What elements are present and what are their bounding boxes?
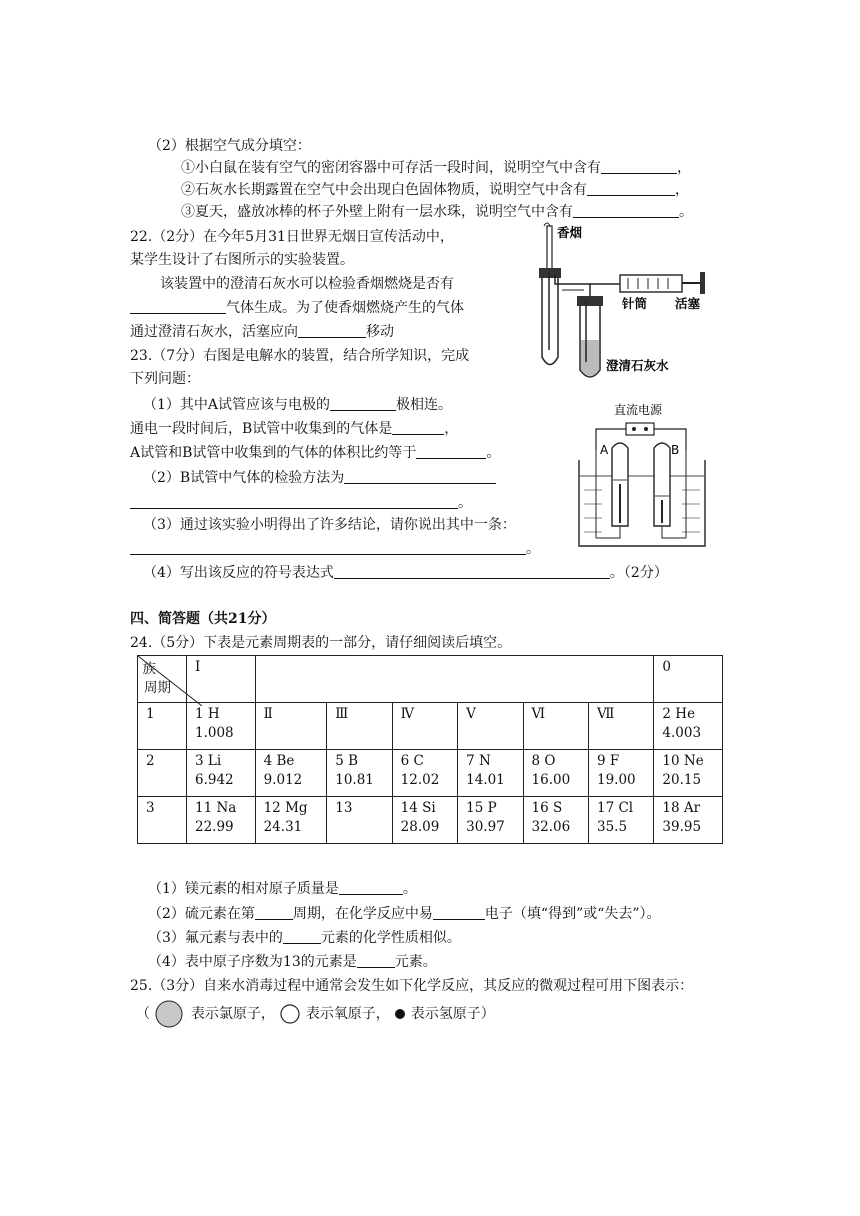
legend-oxygen-text: 表示氧原子，: [305, 1006, 390, 1022]
q21-item-c: [181, 203, 693, 221]
q21-part2-title: （2）根据空气成分填空：: [148, 138, 311, 154]
answer-blank[interactable]: [255, 905, 293, 920]
element-cell: 17 Cl 35.5: [588, 797, 653, 844]
q24-part1: （1）镁元素的相对原子质量是 。: [148, 881, 417, 897]
answer-blank[interactable]: [573, 203, 679, 218]
answer-blank[interactable]: [330, 396, 396, 411]
q23-line4-end: ，: [444, 421, 459, 437]
power-supply: [626, 423, 654, 435]
q23-line3: [143, 396, 452, 414]
syringe: [620, 275, 682, 292]
label-power-supply: 直流电源: [614, 403, 663, 417]
q23-line4-text: 通电一段时间后，B试管中收集到的气体是: [130, 421, 393, 437]
periodic-table: [137, 655, 723, 844]
q21-item-c-end: 。: [679, 204, 693, 220]
q24-part2: （2）硫元素在第 周期，在化学反应中易 电子（填“得到”或“失去”）。: [148, 906, 661, 922]
q23-line3-text: （1）其中A试管应该与电极的: [143, 397, 331, 413]
hydrogen-atom-icon: [394, 1008, 406, 1020]
answer-blank[interactable]: [339, 880, 403, 895]
q24-part4: （4）表中原子序数为13的元素是 元素。: [148, 954, 437, 970]
q23-line6: [143, 469, 496, 487]
answer-blank[interactable]: [344, 469, 496, 484]
element-cell: 8 O 16.00: [523, 750, 588, 797]
table-corner-cell: [138, 656, 187, 703]
electrolysis-figure: [574, 398, 710, 550]
label-limewater: 澄清石灰水: [606, 358, 669, 373]
element-cell: 3 Li 6.942: [187, 750, 256, 797]
answer-blank[interactable]: [283, 929, 321, 944]
group-header: Ⅵ: [523, 703, 588, 750]
element-cell: 4 Be 9.012: [255, 750, 327, 797]
q21-item-b-end: ，: [675, 182, 689, 198]
period-1: 1: [138, 703, 187, 750]
q24-part3: （3）氟元素与表中的 元素的化学性质相似。: [148, 930, 461, 946]
q23-line7: [130, 494, 472, 512]
answer-blank[interactable]: [601, 159, 677, 174]
limewater-liquid: [581, 340, 599, 376]
q22-line5-text: 通过澄清石灰水，活塞应向: [130, 324, 298, 340]
legend-hydrogen-text: 表示氢原子）: [410, 1006, 495, 1022]
q23-line10-end: 。（2分）: [609, 565, 668, 581]
element-cell: 11 Na 22.99: [187, 797, 256, 844]
chlorine-atom-icon: [154, 1000, 186, 1028]
answer-blank[interactable]: [433, 905, 485, 920]
group-header: Ⅱ: [255, 703, 327, 750]
element-cell: 1 H 1.008: [187, 703, 256, 750]
q21-item-c-text: ③夏天，盛放冰棒的杯子外壁上附有一层水珠，说明空气中含有: [181, 204, 573, 220]
header-empty: [255, 656, 654, 703]
q22-line4: [130, 299, 464, 317]
plunger: [700, 272, 705, 294]
q23-line10: [143, 564, 668, 582]
group-header: Ⅳ: [392, 703, 457, 750]
legend-chlorine-text: 表示氯原子，: [190, 1006, 275, 1022]
q22-line4-text: 气体生成。为了使香烟燃烧产生的气体: [226, 300, 464, 316]
element-cell: 10 Ne 20.15: [654, 750, 723, 797]
q23-line6-text: （2）B试管中气体的检验方法为: [143, 470, 345, 486]
q21-item-b: [181, 181, 689, 199]
answer-blank[interactable]: [298, 323, 366, 338]
q23-line10-text: （4）写出该反应的符号表达式: [143, 565, 334, 581]
q25-line1: 25.（3分）自来水消毒过程中通常会发生如下化学反应，其反应的微观过程可用下图表示：: [130, 978, 694, 994]
smoke-apparatus-figure: [520, 222, 720, 387]
element-cell: 6 C 12.02: [392, 750, 457, 797]
q21-item-a-end: ，: [677, 160, 691, 176]
q22-line5-end: 移动: [366, 324, 394, 340]
element-cell: 18 Ar 39.95: [654, 797, 723, 844]
label-syringe: 针筒: [622, 296, 648, 311]
answer-blank[interactable]: [392, 420, 444, 435]
q24-intro: 24.（5分）下表是元素周期表的一部分，请仔细阅读后填空。: [130, 635, 512, 651]
q23-line8: （3）通过该实验小明得出了许多结论，请你说出其中一条：: [143, 517, 516, 533]
label-cigarette: 香烟: [557, 225, 583, 240]
answer-blank[interactable]: [587, 181, 675, 196]
q21-item-b-text: ②石灰水长期露置在空气中会出现白色固体物质，说明空气中含有: [181, 182, 587, 198]
section-4-title: 四、简答题（共21分）: [130, 611, 276, 627]
q23-line1: 23.（7分）右图是电解水的装置，结合所学知识，完成: [130, 348, 470, 364]
group-header: Ⅶ: [588, 703, 653, 750]
element-cell: 2 He 4.003: [654, 703, 723, 750]
answer-blank[interactable]: [334, 564, 610, 579]
q23-line5-end: 。: [486, 445, 501, 461]
group-label: 族: [142, 661, 156, 677]
answer-blank[interactable]: [130, 540, 526, 555]
element-cell: 14 Si 28.09: [392, 797, 457, 844]
q22-line3: 该装置中的澄清石灰水可以检验香烟燃烧是否有: [160, 276, 454, 292]
answer-blank[interactable]: [416, 444, 486, 459]
q23-line9: [130, 540, 540, 558]
element-cell: 16 S 32.06: [523, 797, 588, 844]
element-cell: 7 N 14.01: [458, 750, 523, 797]
q25-legend: [136, 1000, 495, 1028]
answer-blank[interactable]: [357, 953, 395, 968]
oxygen-atom-icon: [279, 1003, 301, 1025]
q21-item-a: [181, 159, 691, 177]
q22-line2: 某学生设计了右图所示的实验装置。: [130, 252, 354, 268]
q23-line5: [130, 444, 500, 462]
cigarette-icon: [547, 226, 552, 270]
element-cell: 12 Mg 24.31: [255, 797, 327, 844]
q23-line3-end: 极相连。: [396, 397, 453, 413]
q23-line4: [130, 420, 458, 438]
element-cell: 5 B 10.81: [327, 750, 392, 797]
q22-line5: [130, 323, 394, 341]
answer-blank[interactable]: [130, 494, 458, 509]
q23-line2: 下列问题：: [130, 371, 200, 387]
header-group-1: Ⅰ: [187, 656, 256, 703]
label-tube-a: A: [600, 443, 609, 457]
legend-open-paren: （: [136, 1006, 150, 1022]
element-cell: 9 F 19.00: [588, 750, 653, 797]
period-3: 3: [138, 797, 187, 844]
q21-item-a-text: ①小白鼠在装有空气的密闭容器中可存活一段时间，说明空气中含有: [181, 160, 601, 176]
element-cell: 15 P 30.97: [458, 797, 523, 844]
q23-line7-end: 。: [458, 495, 472, 511]
element-cell: 13: [327, 797, 392, 844]
period-label: 周期: [144, 680, 171, 696]
label-plunger: 活塞: [675, 296, 701, 311]
label-tube-b: B: [671, 443, 680, 457]
q23-line9-end: 。: [526, 541, 540, 557]
header-group-0: 0: [654, 656, 723, 703]
period-2: 2: [138, 750, 187, 797]
q23-line5-text: A试管和B试管中收集到的气体的体积比约等于: [130, 445, 417, 461]
group-header: Ⅲ: [327, 703, 392, 750]
q22-line1: 22.（2分）在今年5月31日世界无烟日宣传活动中，: [130, 229, 454, 245]
group-header: Ⅴ: [458, 703, 523, 750]
answer-blank[interactable]: [130, 299, 226, 314]
